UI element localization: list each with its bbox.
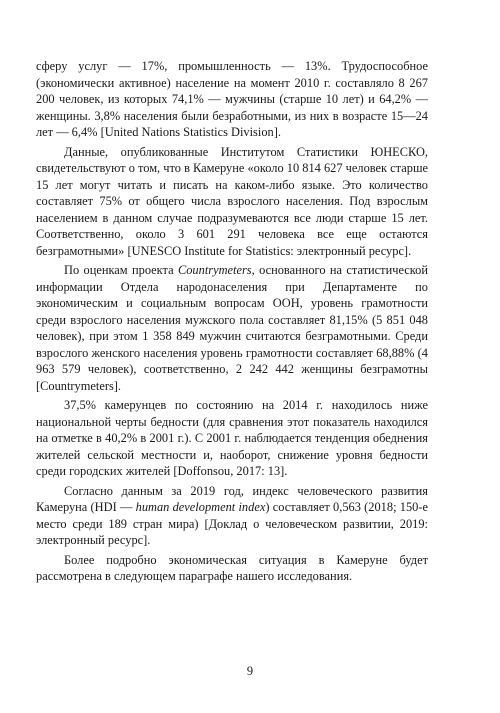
body-text (36, 58, 428, 588)
text-run: Более подробно экономическая ситуация в Камеруне будет рассмотрена в следующем параграфе нашего исследования. (36, 552, 428, 583)
paragraph-4 (36, 397, 428, 480)
paragraph-3 (36, 262, 428, 394)
text-run: ) составляет 0,563 (2018; 150-е место среди 189 стран мира) [Доклад о человеческом развитии, 2019: электронный ресурс]. (36, 500, 428, 547)
text-run: , основанного на статистической информации Отдела народонаселения при Департаменте по экономическим и социальным вопросам ООН, уровень грамотности среди взрослого населения мужского пола составляет 81,15% (5 851 048 человек), при этом 1 358 849 мужчин считаются безграмотными. Среди взрослого женского населения уровень грамотности составляет 68,88% (4 963 579 человек), соответственно, 2 242 442 женщины безграмотны [Countrymeters]. (36, 263, 428, 393)
text-run: По оценкам проекта (64, 263, 178, 277)
paragraph-2 (36, 144, 428, 260)
page-number: 9 (246, 664, 254, 678)
text-run: сферу услуг — 17%, промышленность — 13%. Трудоспособное (экономически активное) население на момент 2010 г. составляло 8 267 200 человек, из которых 74,1% — мужчины (старше 10 лет) и 64,2% — женщины. 3,8% населения были безработными, из них в возрасте 15—24 лет — 6,4% [United Nations Statistics Division]. (36, 59, 428, 139)
paragraph-1 (36, 58, 428, 141)
italic-term: human development index (135, 500, 266, 514)
paragraph-6 (36, 552, 428, 585)
italic-term: Countrymeters (177, 263, 252, 277)
text-run: Данные, опубликованные Институтом Статистики ЮНЕСКО, свидетельствуют о том, что в Камеруне «около 10 814 627 человек старше 15 лет могут читать и писать на каком-либо языке. Это количество составляет 75% от общего числа взрослого населения. Под взрослым населением в данном случае подразумеваются все люди старше 15 лет. Соответственно, около 3 601 291 человека все еще остаются безграмотными» [UNESCO Institute for Statistics: электронный ресурс]. (36, 144, 428, 258)
text-run: 37,5% камерунцев по состоянию на 2014 г. находилось ниже национальной черты бедности (для сравнения этот показатель находился на отметке в 40,2% в 2001 г.). С 2001 г. наблюдается тенденция обеднения жителей сельской местности и, наоборот, снижение уровня бедности среди городских жителей [Doffonsou, 2017: 13]. (36, 398, 428, 478)
paragraph-5 (36, 483, 428, 549)
text-run: Согласно данным за 2019 год, индекс человеческого развития Камеруна (HDI — (36, 483, 428, 514)
